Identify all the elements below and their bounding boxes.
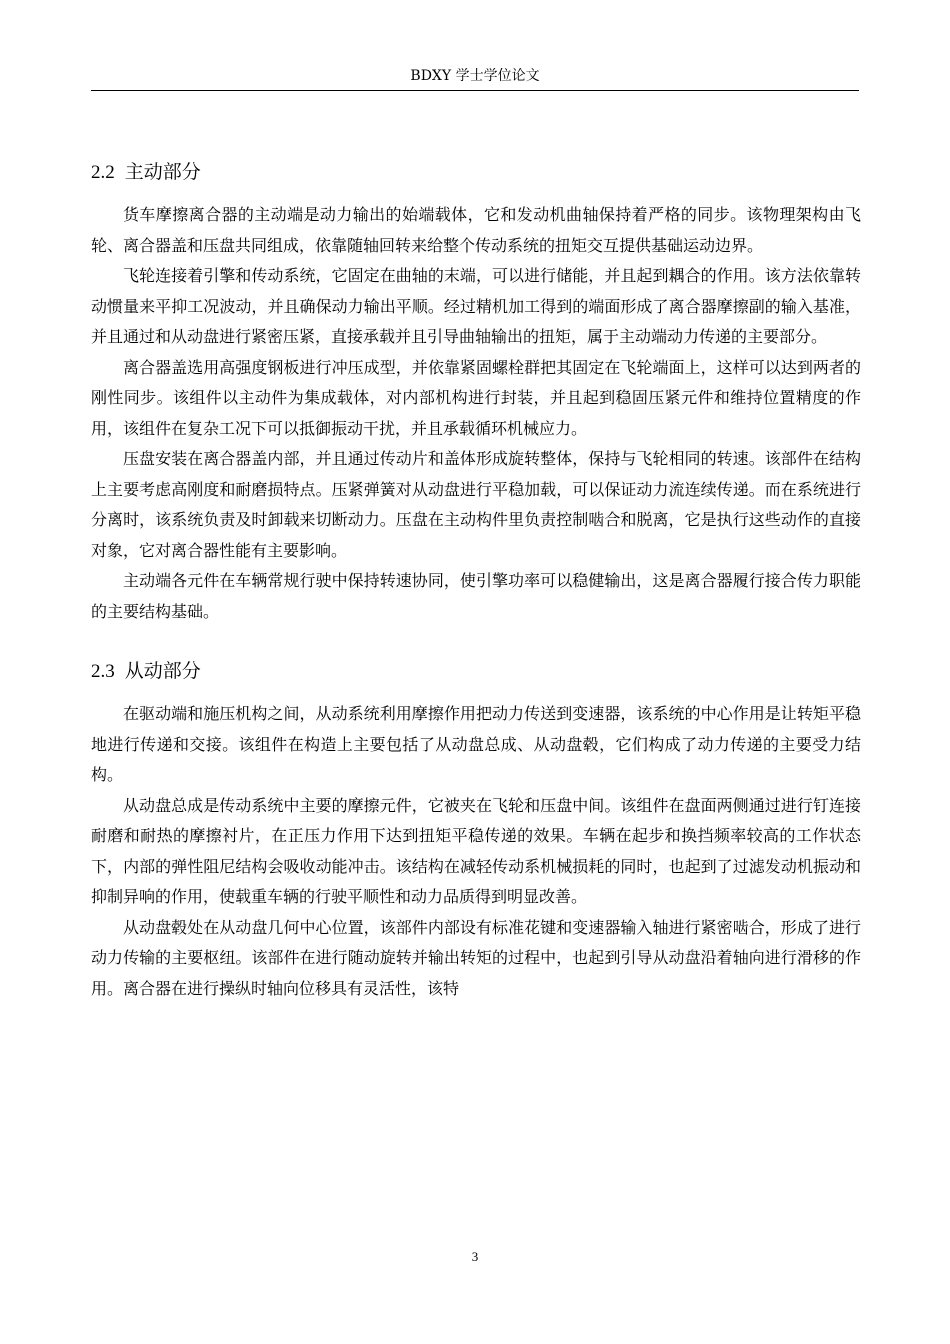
section-title-text: 从动部分 — [124, 660, 201, 682]
paragraph: 在驱动端和施压机构之间，从动系统利用摩擦作用把动力传送到变速器，该系统的中心作用是让转矩平稳地进行传递和交接。该组件在构造上主要包括了从动盘总成、从动盘毂，它们构成了动力传递的主要受力结构。 — [91, 704, 861, 784]
section-title-text: 主动部分 — [124, 161, 201, 183]
paragraph: 从动盘总成是传动系统中主要的摩擦元件，它被夹在飞轮和压盘中间。该组件在盘面两侧通过进行钉连接耐磨和耐热的摩擦衬片，在正压力作用下达到扭矩平稳传递的效果。车辆在起步和换挡频率较高的工作状态下，内部的弹性阻尼结构会吸收动能冲击。该结构在减轻传动系机械损耗的同时，也起到了过滤发动机振动和抑制异响的作用，使载重车辆的行驶平顺性和动力品质得到明显改善。 — [91, 795, 861, 906]
running-header — [91, 66, 859, 91]
paragraph: 离合器盖选用高强度钢板进行冲压成型，并依靠紧固螺栓群把其固定在飞轮端面上，这样可以达到两者的刚性同步。该组件以主动件为集成载体，对内部机构进行封装，并且起到稳固压紧元件和维持位置精度的作用，该组件在复杂工况下可以抵御振动干扰，并且承载循环机械应力。 — [91, 357, 861, 438]
section-number: 2.3 — [91, 661, 115, 682]
paragraph: 主动端各元件在车辆常规行驶中保持转速协同，使引擎功率可以稳健输出，这是离合器履行接合传力职能的主要结构基础。 — [91, 571, 861, 621]
paragraph: 从动盘毂处在从动盘几何中心位置，该部件内部设有标准花键和变速器输入轴进行紧密啮合，形成了进行动力传输的主要枢纽。该部件在进行随动旋转并输出转矩的过程中，也起到引导从动盘沿着轴向进行滑移的作用。离合器在进行操纵时轴向位移具有灵活性，该特 — [91, 917, 861, 998]
page-number: 3 — [471, 1249, 479, 1264]
section-number: 2.2 — [91, 162, 115, 183]
section-heading-2-3 — [91, 655, 861, 687]
page-body — [91, 156, 861, 1004]
paragraph: 压盘安装在离合器盖内部，并且通过传动片和盖体形成旋转整体，保持与飞轮相同的转速。该部件在结构上主要考虑高刚度和耐磨损特点。压紧弹簧对从动盘进行平稳加载，可以保证动力流连续传递。而在系统进行分离时，该系统负责及时卸载来切断动力。压盘在主动构件里负责控制啮合和脱离，它是执行这些动作的直接对象，它对离合器性能有主要影响。 — [91, 449, 861, 560]
paragraph: 飞轮连接着引擎和传动系统，它固定在曲轴的末端，可以进行储能，并且起到耦合的作用。该方法依靠转动惯量来平抑工况波动，并且确保动力输出平顺。经过精机加工得到的端面形成了离合器摩擦副的输入基准，并且通过和从动盘进行紧密压紧，直接承载并且引导曲轴输出的扭矩，属于主动端动力传递的主要部分。 — [91, 266, 861, 346]
paragraph: 货车摩擦离合器的主动端是动力输出的始端载体，它和发动机曲轴保持着严格的同步。该物理架构由飞轮、离合器盖和压盘共同组成，依靠随轴回转来给整个传动系统的扭矩交互提供基础运动边界。 — [91, 205, 861, 255]
header-title: BDXY 学士学位论文 — [410, 68, 540, 84]
section-heading-2-2 — [91, 156, 861, 188]
